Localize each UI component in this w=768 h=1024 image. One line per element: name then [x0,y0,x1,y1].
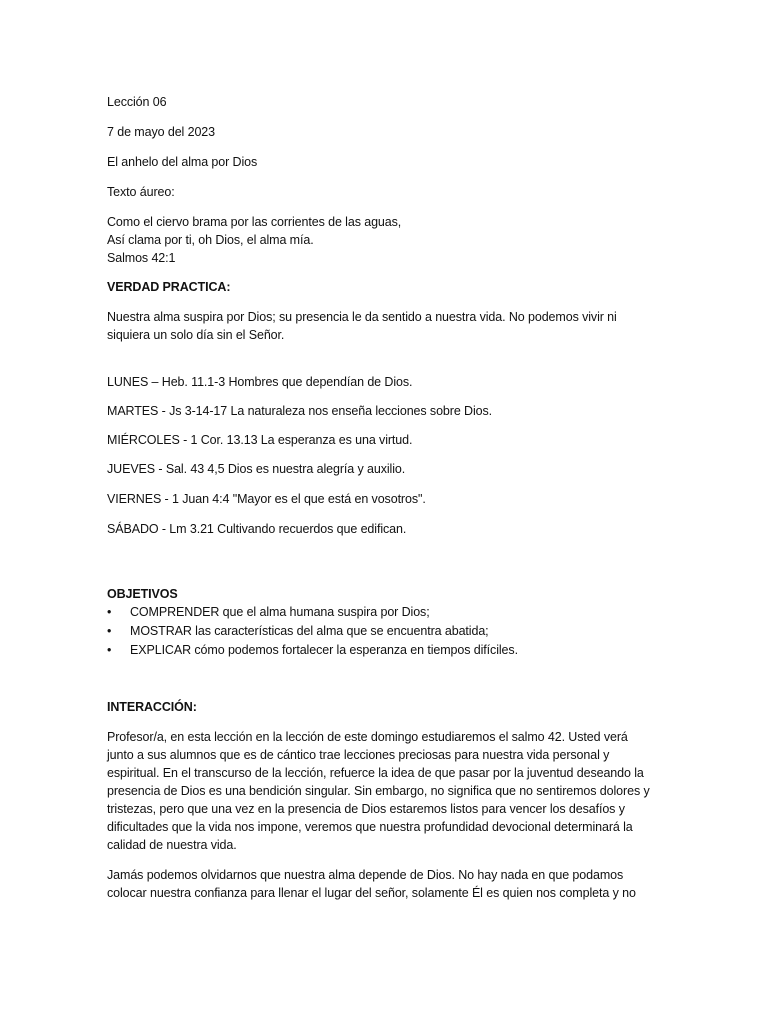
objective-text: MOSTRAR las características del alma que se encuentra abatida; [130,624,489,638]
golden-text-line: Así clama por ti, oh Dios, el alma mía. [107,233,314,247]
bullet-icon: • [107,643,112,657]
list-item [107,603,668,622]
lesson-date: 7 de mayo del 2023 [107,125,216,139]
interaction-line: calidad de nuestra vida. [107,838,237,852]
interaction-heading: INTERACCIÓN: [107,700,197,714]
practical-truth-heading: VERDAD PRACTICA: [107,280,231,294]
golden-text-label: Texto áureo: [107,185,175,199]
reading-wednesday: MIÉRCOLES - 1 Cor. 13.13 La esperanza es una virtud. [107,433,413,447]
practical-truth-line: Nuestra alma suspira por Dios; su presencia le da sentido a nuestra vida. No podemos vivir ni [107,310,617,324]
objectives-list [107,603,668,660]
bullet-icon: • [107,624,112,638]
reading-tuesday: MARTES - Js 3-14-17 La naturaleza nos enseña lecciones sobre Dios. [107,404,493,418]
list-item [107,641,668,660]
golden-text-line: Como el ciervo brama por las corrientes de las aguas, [107,215,402,229]
interaction-line: presencia de Dios es una bendición singular. Sin embargo, no significa que no sentiremos dolores y [107,784,650,798]
reading-thursday: JUEVES - Sal. 43 4,5 Dios es nuestra alegría y auxilio. [107,462,406,476]
objective-text: COMPRENDER que el alma humana suspira por Dios; [130,605,430,619]
closing-paragraph [107,866,668,902]
golden-text-reference: Salmos 42:1 [107,251,176,265]
lesson-title: El anhelo del alma por Dios [107,155,258,169]
objectives-heading: OBJETIVOS [107,587,178,601]
interaction-line: dificultades que la vida nos impone, veremos que nuestra profundidad devocional determinará la [107,820,633,834]
reading-saturday: SÁBADO - Lm 3.21 Cultivando recuerdos que edifican. [107,522,407,536]
lesson-number: Lección 06 [107,95,167,109]
list-item [107,622,668,641]
interaction-line: tristezas, pero que una vez en la presencia de Dios estaremos listos para vencer los desafíos y [107,802,625,816]
interaction-line: espiritual. En el transcurso de la lección, refuerce la idea de que pasar por la juventud deseando la [107,766,644,780]
interaction-line: junto a sus alumnos que es de cántico trae lecciones preciosas para nuestra vida personal y [107,748,610,762]
reading-monday: LUNES – Heb. 11.1-3 Hombres que dependían de Dios. [107,375,413,389]
interaction-line: Profesor/a, en esta lección en la lección de este domingo estudiaremos el salmo 42. Usted verá [107,730,628,744]
bullet-icon: • [107,605,112,619]
golden-text [107,213,668,267]
reading-friday: VIERNES - 1 Juan 4:4 "Mayor es el que está en vosotros". [107,492,426,506]
practical-truth-text [107,308,668,344]
closing-line: colocar nuestra confianza para llenar el lugar del señor, solamente Él es quien nos completa y no [107,886,636,900]
interaction-paragraph [107,728,668,854]
practical-truth-line: siquiera un solo día sin el Señor. [107,328,285,342]
closing-line: Jamás podemos olvidarnos que nuestra alma depende de Dios. No hay nada en que podamos [107,868,624,882]
objective-text: EXPLICAR cómo podemos fortalecer la esperanza en tiempos difíciles. [130,643,518,657]
daily-readings [107,373,668,538]
